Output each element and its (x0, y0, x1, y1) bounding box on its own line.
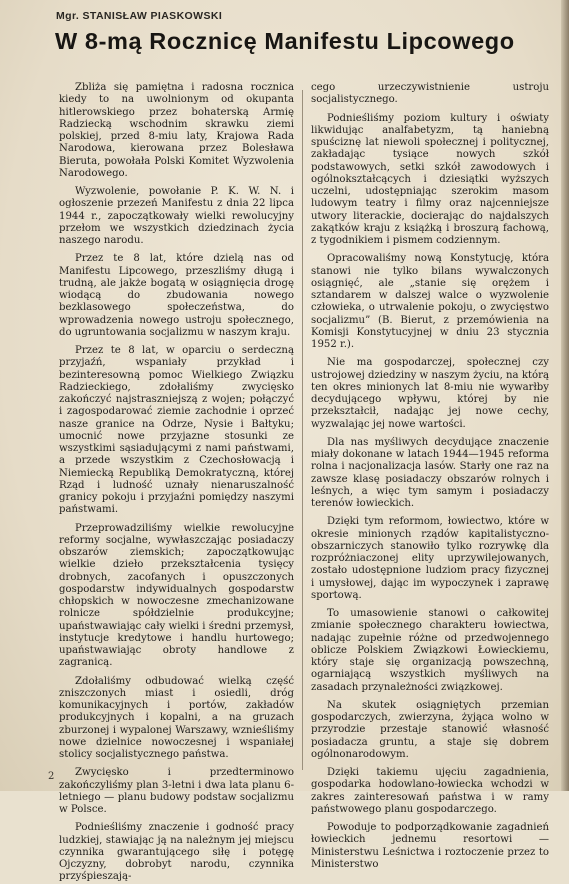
paragraph: Na skutek osiągniętych przemian gospodarczych, zwierzyna, żyjąca wolno w przyrodzie przestaje stanowić własność posiadacza gruntu, a staje się dobrem ogólnonarodowym. (311, 699, 549, 760)
paragraph: Przez te 8 lat, w oparciu o serdeczną przyjaźń, wspaniały przykład i bezinteresowną pomoc Wielkiego Związku Radzieckiego, zdołaliśmy zwycięsko zakończyć najstraszniejszą z wojen; połączyć i zagospodarować ziemie zachodnie i oprzeć nasze granice na Odrze, Nysie i Bałtyku; umocnić nowe przyjazne stosunki ze wszystkimi sąsiadującymi z nami państwami, a przede wszystkim z Czechosłowacją i Niemiecką Republiką Demokratyczną, której Rząd i ludność uznały nienaruszalność granicy pokoju i przyjaźni pomiędzy naszymi państwami. (59, 345, 294, 516)
paragraph: Wyzwolenie, powołanie P. K. W. N. i ogłoszenie przezeń Manifestu z dnia 22 lipca 1944 r., zapoczątkowały wielki rewolucyjny przełom we wszystkich dziedzinach życia naszego narodu. (59, 186, 294, 246)
column-divider (302, 90, 303, 770)
paragraph: Opracowaliśmy nową Konstytucję, która stanowi nie tylko bilans wywalczonych osiągnięć, ale „stanie się orężem i sztandarem w dalszej walce o wyzwolenie człowieka, o utrwalenie pokoju, o zwycięstwo socjalizmu” (B. Bierut, z przemówienia na Komisji Konstytucyjnej w dniu 23 stycznia 1952 r.). (311, 253, 549, 350)
paragraph: Zwycięsko i przedterminowo zakończyliśmy plan 3-letni i dwa lata planu 6-letniego — planu budowy podstaw socjalizmu w Polsce. (59, 767, 294, 815)
paragraph: To umasowienie stanowi o całkowitej zmianie społecznego charakteru łowiectwa, nadając zupełnie różne od przedwojennego oblicze Polskiem Związkowi Łowieckiemu, który staje się organizacją powszechną, ogarniającą wszystkich myśliwych na zasadach przynależności związkowej. (311, 608, 549, 693)
paragraph: Dzięki takiemu ujęciu zagadnienia, gospodarka hodowlano-łowiecka wchodzi w zakres zainteresowań państwa i w ramy państwowego planu gospodarczego. (311, 767, 549, 815)
paragraph-continuation: cego urzeczywistnienie ustroju socjalistycznego. (311, 82, 549, 106)
paragraph: Podnieśliśmy znaczenie i godność pracy ludzkiej, stawiając ją na należnym jej miejscu czynnika gwarantującego siłę i potęgę Ojczyzny, dobrobyt narodu, czynnika przyśpieszają- (59, 822, 294, 883)
paragraph: Dzięki tym reformom, łowiectwo, które w okresie minionych rządów kapitalistyczno-obszarniczych stanowiło tylko rozrywkę dla rozpróżniaczonej elity uprzywilejowanych, zostało udostępnione ludziom pracy fizycznej i umysłowej, dając im wypoczynek i zaprawę sportową. (311, 516, 549, 601)
paragraph: Dla nas myśliwych decydujące znaczenie miały dokonane w latach 1944—1945 reforma rolna i nacjonalizacja lasów. Starły one raz na zawsze klasę posiadaczy obszarów rolnych i leśnych, a więc tym samym i posiadaczy terenów łowieckich. (311, 436, 549, 509)
paragraph: Przez te 8 lat, które dzielą nas od Manifestu Lipcowego, przeszliśmy długą i trudną, ale jakże bogatą w osiągnięcia drogę wiodącą do zbudowania nowego bezklasowego społeczeństwa, do wprowadzenia nowego ustroju społecznego, do ugruntowania socjalizmu w naszym kraju. (59, 253, 294, 338)
left-column (59, 82, 294, 883)
page-number: 2 (48, 771, 55, 782)
paragraph: Przeprowadziliśmy wielkie rewolucyjne reformy socjalne, wywłaszczając posiadaczy obszarów ziemskich; zapoczątkowując wielkie dzieło przekształcenia tysięcy drobnych, zacofanych i opuszczonych gospodarstw indywidualnych gospodarstw chłopskich w nowoczesne zmechanizowane rolnicze spółdzielnie produkcyjne; upaństwawiając cały wielki i średni przemysł, instytucje kredytowe i handlu hurtowego; upaństwawiając obroty handlowe z zagranicą. (59, 522, 294, 669)
right-column (311, 82, 549, 870)
paragraph: Powoduje to podporządkowanie zagadnień łowieckich jednemu resortowi — Ministerstwu Leśnictwa i roztoczenie przez to Ministerstwo (311, 822, 549, 870)
page-spine-edge (561, 0, 569, 791)
paragraph: Nie ma gospodarczej, społecznej czy ustrojowej dziedziny w naszym życiu, na którą ten okres minionych lat 8-miu nie wywarłby decydującego wpływu, której by nie przekształcił, nadając jej nowe cechy, wyzwalając jej nowe wartości. (311, 357, 549, 430)
paragraph: Podnieśliśmy poziom kultury i oświaty likwidując analfabetyzm, tą haniebną spuściznę lat niewoli społecznej i politycznej, zakładając tysiące nowych szkół podstawowych, setki szkół zawodowych i ogólnokształcących i dziesiątki wyższych uczelni, udostępniając szerokim masom ludowym teatry i filmy oraz najcenniejsze utwory literackie, docierając do najdalszych zakątków kraju z książką i broszurą fachową, z tygodnikiem i pismem codziennym. (311, 112, 549, 246)
paragraph: Zdołaliśmy odbudować wielką część zniszczonych miast i osiedli, dróg komunikacyjnych i portów, zakładów produkcyjnych i kopalni, a na gruzach zburzonej i wypalonej Warszawy, wznieśliśmy nowe dzielnice nowoczesnej i wspaniałej stolicy socjalistycznego państwa. (59, 675, 294, 760)
author-byline: Mgr. STANISŁAW PIASKOWSKI (56, 10, 223, 22)
paragraph: Zbliża się pamiętna i radosna rocznica kiedy to na uwolnionym od okupanta hitlerowskiego przez bohaterską Armię Radziecką wschodnim skrawku ziemi polskiej, przed 8-miu laty, Krajowa Rada Narodowa, kierowana przez Bolesława Bieruta, powołała Polski Komitet Wyzwolenia Narodowego. (59, 82, 294, 179)
article-title: W 8-mą Rocznicę Manifestu Lipcowego (55, 28, 515, 54)
